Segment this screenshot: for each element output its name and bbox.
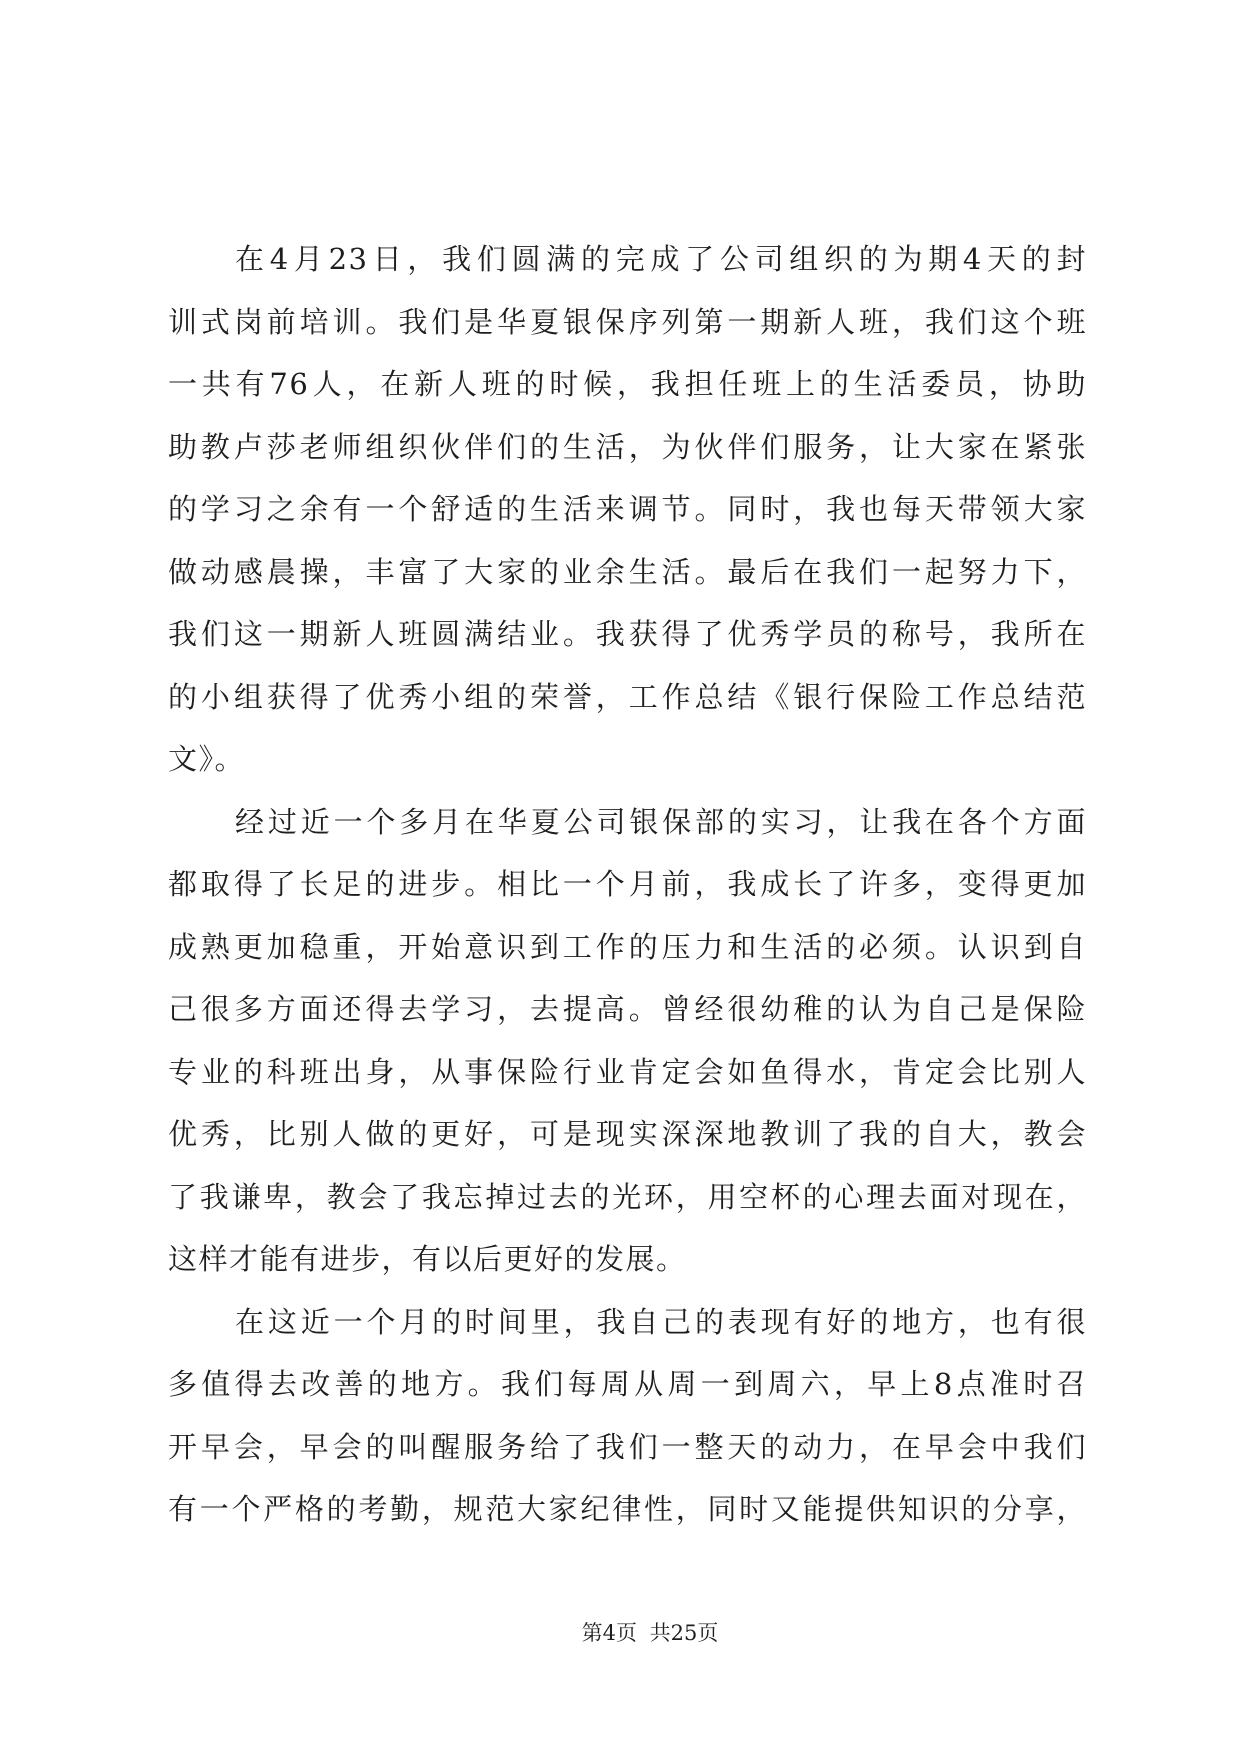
page-number-footer: 第4页 共25页 <box>581 1621 719 1645</box>
body-text <box>168 228 1087 1541</box>
body-text-line: 在这近一个月的时间里，我自己的表现有好的地方，也有很 <box>235 1304 1087 1339</box>
body-text-line: 在4月23日，我们圆满的完成了公司组织的为期4天的封 <box>235 242 1087 276</box>
body-text-line: 经过近一个多月在华夏公司银保部的实习，让我在各个方面 <box>235 804 1087 839</box>
body-text-line: 做动感晨操，丰富了大家的业余生活。最后在我们一起努力下， <box>168 554 1087 589</box>
body-text-line: 这样才能有进步，有以后更好的发展。 <box>168 1242 687 1276</box>
body-text-line: 了我谦卑，教会了我忘掉过去的光环，用空杯的心理去面对现在， <box>168 1179 1087 1214</box>
body-text-line: 己很多方面还得去学习，去提高。曾经很幼稚的认为自己是保险 <box>168 992 1087 1026</box>
paragraph-performance <box>168 1291 1087 1541</box>
paragraph-internship <box>168 791 1087 1291</box>
paragraph-training <box>168 228 1087 791</box>
body-text-line: 开早会，早会的叫醒服务给了我们一整天的动力，在早会中我们 <box>168 1429 1087 1464</box>
body-text-line: 助教卢莎老师组织伙伴们的生活，为伙伴们服务，让大家在紧张 <box>168 429 1087 464</box>
body-text-line: 多值得去改善的地方。我们每周从周一到周六，早上8点准时召 <box>168 1367 1087 1401</box>
body-text-line: 我们这一期新人班圆满结业。我获得了优秀学员的称号，我所在 <box>168 617 1087 651</box>
body-text-line: 的学习之余有一个舒适的生活来调节。同时，我也每天带领大家 <box>168 492 1087 526</box>
body-text-line: 优秀，比别人做的更好，可是现实深深地教训了我的自大，教会 <box>168 1117 1087 1151</box>
body-text-line: 训式岗前培训。我们是华夏银保序列第一期新人班，我们这个班 <box>168 304 1087 339</box>
body-text-line: 都取得了长足的进步。相比一个月前，我成长了许多，变得更加 <box>168 867 1087 901</box>
body-text-line: 专业的科班出身，从事保险行业肯定会如鱼得水，肯定会比别人 <box>168 1054 1087 1089</box>
body-text-line: 一共有76人，在新人班的时候，我担任班上的生活委员，协助 <box>168 367 1087 401</box>
body-text-line: 的小组获得了优秀小组的荣誉，工作总结《银行保险工作总结范 <box>168 679 1087 714</box>
body-text-line: 文》。 <box>168 742 246 776</box>
body-text-line: 有一个严格的考勤，规范大家纪律性，同时又能提供知识的分享， <box>168 1492 1087 1526</box>
body-text-line: 成熟更加稳重，开始意识到工作的压力和生活的必须。认识到自 <box>168 929 1087 964</box>
